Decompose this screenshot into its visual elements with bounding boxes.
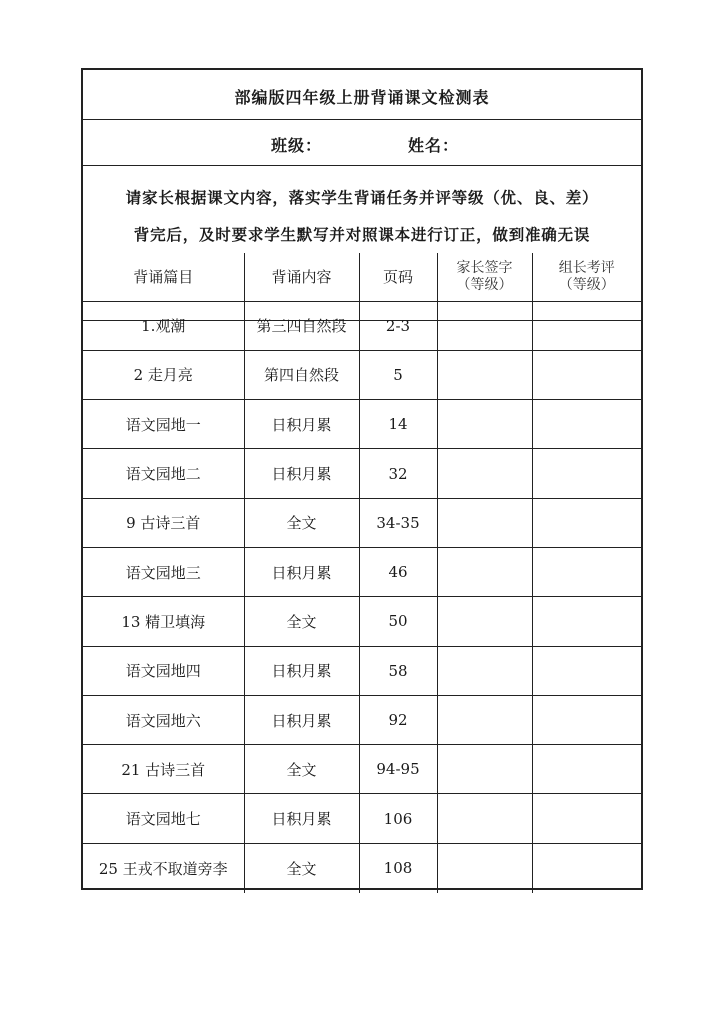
cell-parent-sign[interactable] [437,350,532,399]
class-name-row [83,120,641,166]
cell-content: 日积月累 [244,794,359,843]
cell-leader-eval[interactable] [532,695,641,744]
cell-parent-sign[interactable] [437,646,532,695]
cell-content: 日积月累 [244,547,359,596]
recitation-check-form [81,68,643,890]
header-parent-grade-label: （等级） [456,276,513,293]
cell-content: 日积月累 [244,646,359,695]
cell-item: 21 古诗三首 [83,745,244,794]
cell-leader-eval[interactable] [532,449,641,498]
table-header-row [83,253,641,301]
instruction-line-1: 请家长根据课文内容，落实学生背诵任务并评等级（优、良、差） [125,188,599,207]
cell-leader-eval[interactable] [532,794,641,843]
table-row [83,646,641,695]
cell-leader-eval[interactable] [532,745,641,794]
cell-content: 全文 [244,745,359,794]
header-leader-grade-label: （等级） [558,276,615,293]
header-item: 背诵篇目 [83,253,244,301]
cell-leader-eval[interactable] [532,843,641,892]
cell-leader-eval[interactable] [532,498,641,547]
cell-content: 第四自然段 [244,350,359,399]
title-row [83,70,641,120]
cell-item: 25 王戎不取道旁李 [83,843,244,892]
cell-parent-sign[interactable] [437,498,532,547]
table-row [83,301,641,350]
cell-leader-eval[interactable] [532,400,641,449]
cell-item: 1.观潮 [83,301,244,350]
cell-parent-sign[interactable] [437,597,532,646]
cell-parent-sign[interactable] [437,695,532,744]
header-leader-eval [532,253,641,301]
table-row [83,597,641,646]
cell-page: 106 [359,794,437,843]
cell-content: 全文 [244,498,359,547]
cell-page: 32 [359,449,437,498]
cell-content: 日积月累 [244,449,359,498]
cell-parent-sign[interactable] [437,449,532,498]
cell-content: 日积月累 [244,695,359,744]
recitation-table [83,253,641,893]
table-row [83,498,641,547]
cell-page: 14 [359,400,437,449]
name-label: 姓名： [408,136,460,155]
instruction-line-2: 背完后，及时要求学生默写并对照课本进行订正，做到准确无误 [133,225,591,244]
cell-page: 5 [359,350,437,399]
cell-page: 46 [359,547,437,596]
cell-leader-eval[interactable] [532,597,641,646]
cell-content: 日积月累 [244,400,359,449]
cell-page: 92 [359,695,437,744]
cell-parent-sign[interactable] [437,547,532,596]
cell-parent-sign[interactable] [437,843,532,892]
cell-item: 语文园地四 [83,646,244,695]
table-row [83,695,641,744]
cell-page: 34-35 [359,498,437,547]
cell-item: 语文园地七 [83,794,244,843]
cell-item: 语文园地三 [83,547,244,596]
cell-item: 13 精卫填海 [83,597,244,646]
class-label: 班级： [271,136,323,155]
cell-parent-sign[interactable] [437,400,532,449]
cell-leader-eval[interactable] [532,646,641,695]
header-parent-sign-label: 家长签字 [456,259,513,276]
cell-content: 全文 [244,843,359,892]
cell-parent-sign[interactable] [437,301,532,350]
cell-item: 语文园地六 [83,695,244,744]
header-content: 背诵内容 [244,253,359,301]
table-row [83,745,641,794]
cell-item: 9 古诗三首 [83,498,244,547]
cell-content: 全文 [244,597,359,646]
table-row [83,449,641,498]
cell-leader-eval[interactable] [532,350,641,399]
cell-item: 语文园地一 [83,400,244,449]
header-parent-sign [437,253,532,301]
cell-item: 2 走月亮 [83,350,244,399]
cell-content: 第三四自然段 [244,301,359,350]
cell-parent-sign[interactable] [437,794,532,843]
cell-page: 2-3 [359,301,437,350]
cell-item: 语文园地二 [83,449,244,498]
cell-parent-sign[interactable] [437,745,532,794]
cell-leader-eval[interactable] [532,301,641,350]
cell-page: 50 [359,597,437,646]
header-page: 页码 [359,253,437,301]
form-title: 部编版四年级上册背诵课文检测表 [234,88,490,107]
cell-page: 108 [359,843,437,892]
table-row [83,400,641,449]
cell-leader-eval[interactable] [532,547,641,596]
cell-page: 58 [359,646,437,695]
table-row [83,843,641,892]
table-row [83,547,641,596]
table-row [83,350,641,399]
header-leader-eval-label: 组长考评 [558,259,615,276]
cell-page: 94-95 [359,745,437,794]
table-row [83,794,641,843]
